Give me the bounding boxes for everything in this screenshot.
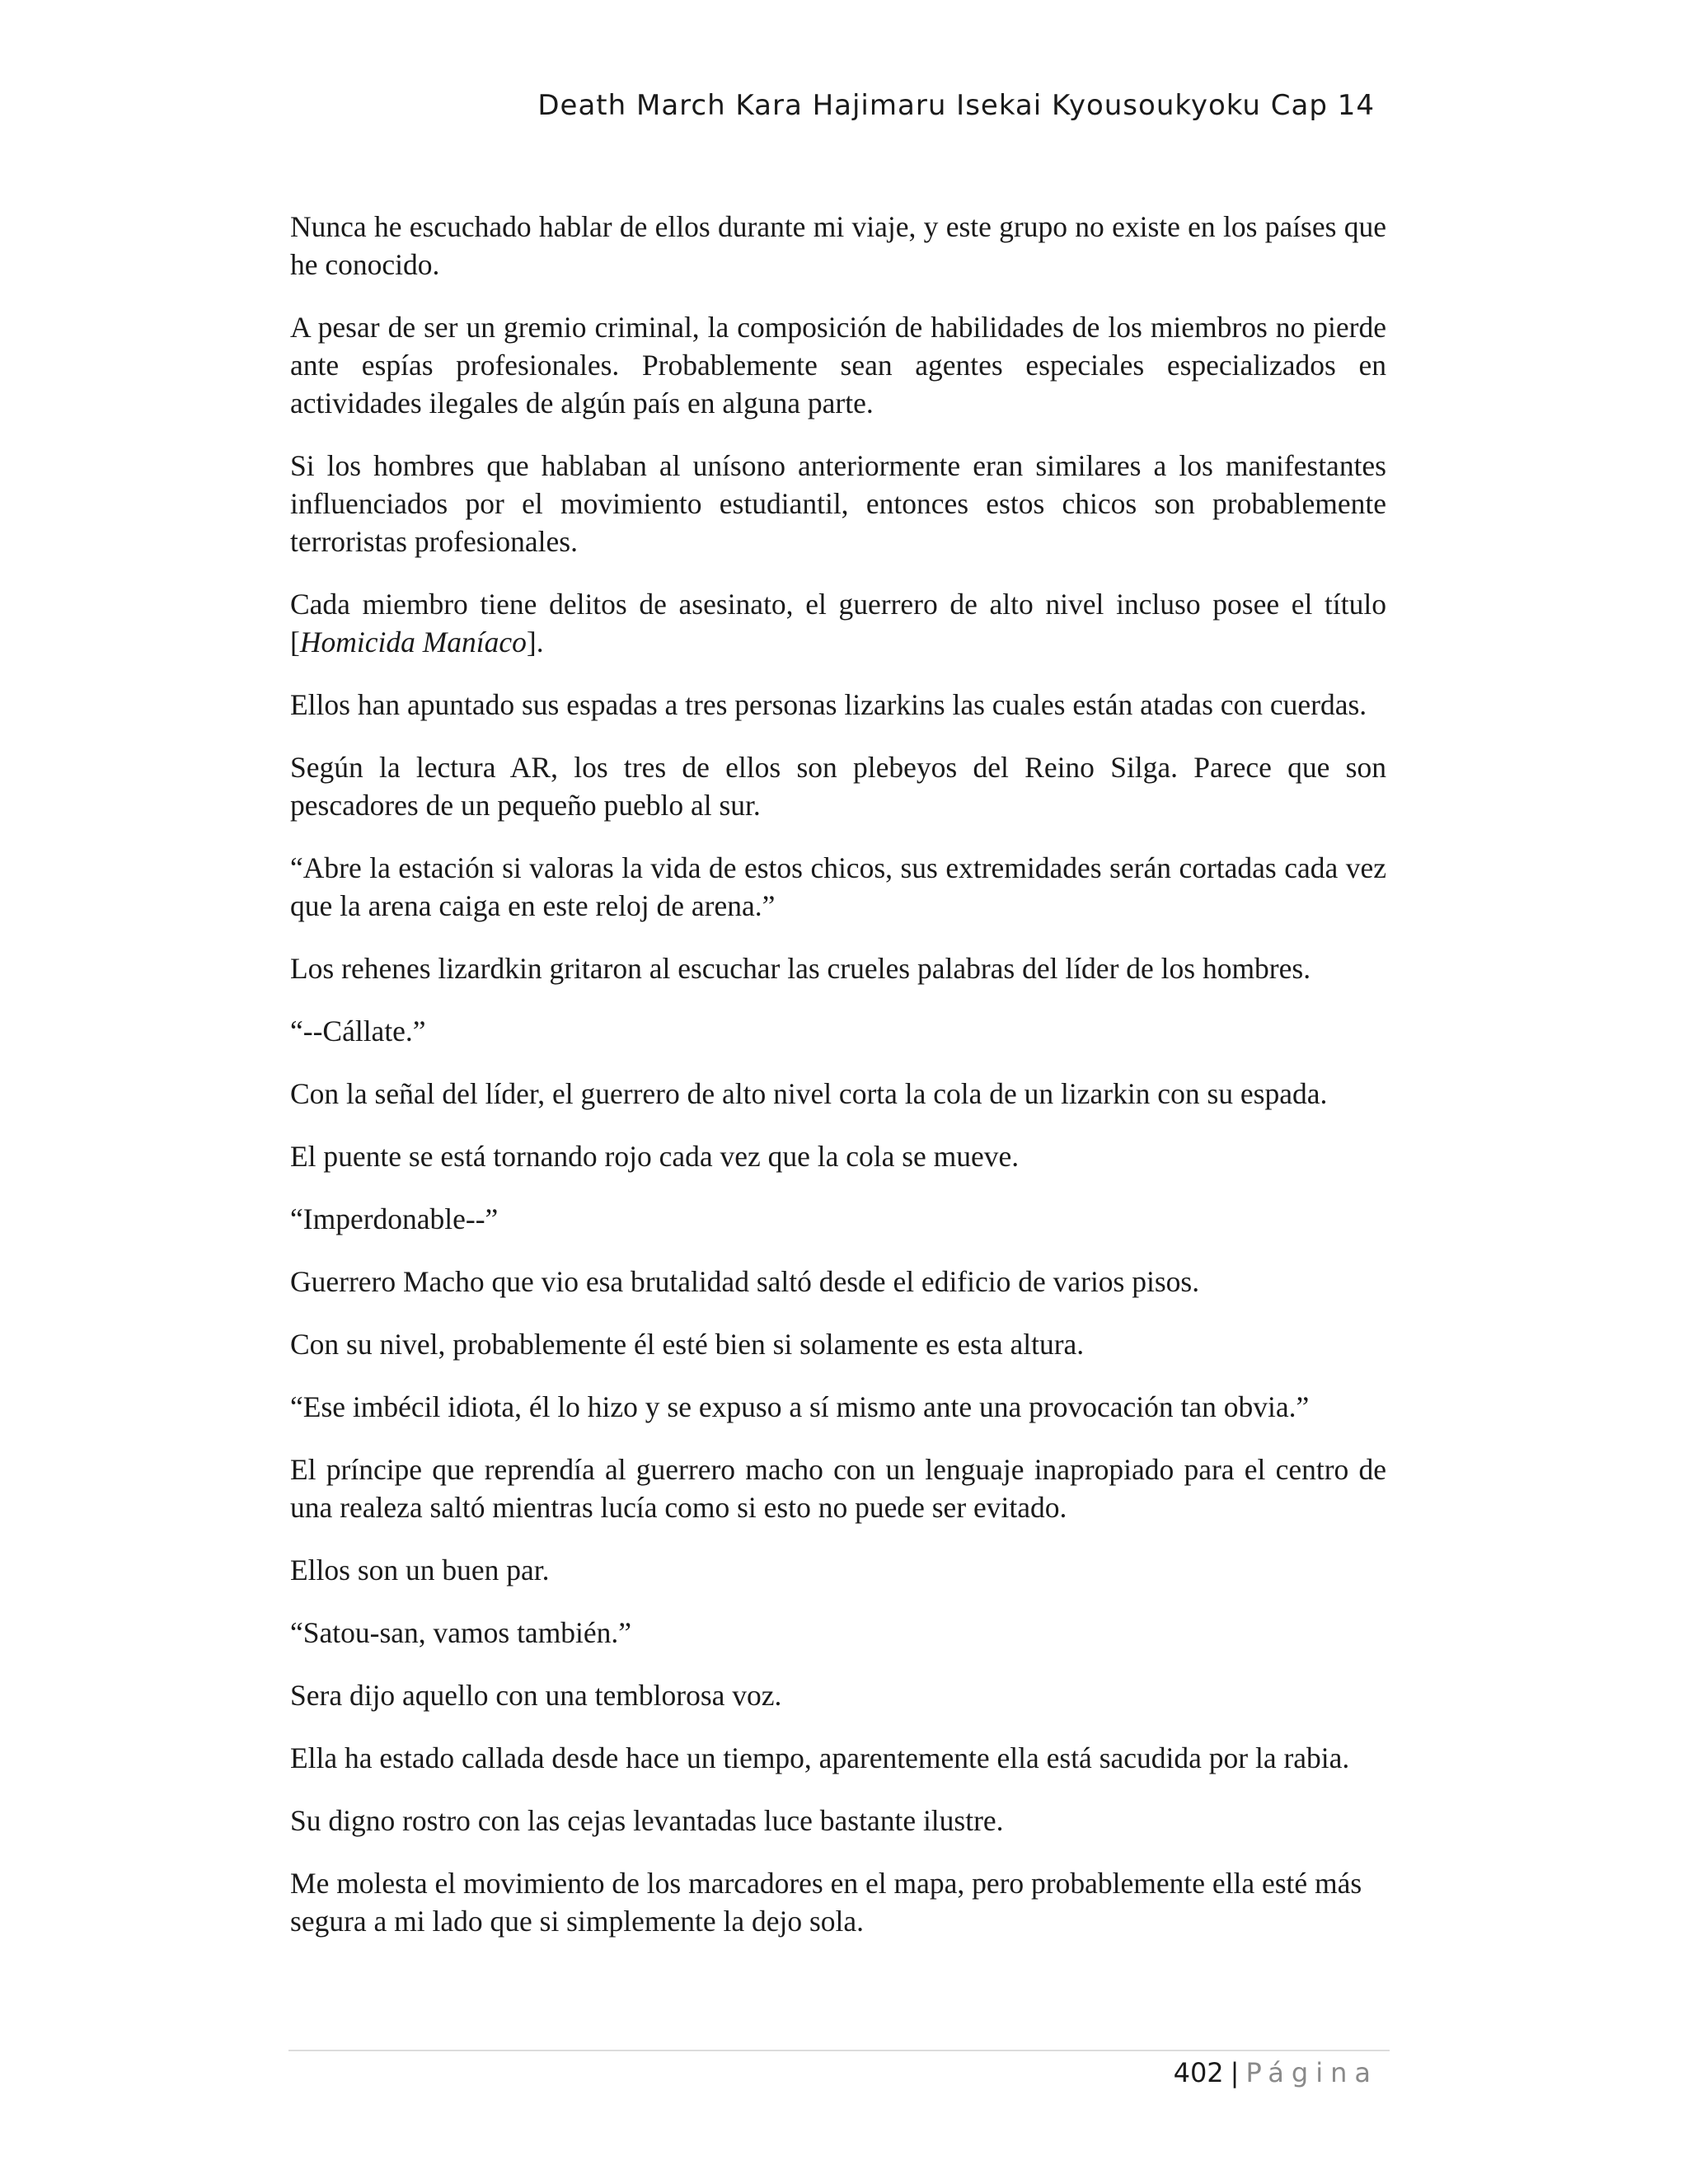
paragraph-text: ].	[526, 626, 544, 658]
paragraph: Sera dijo aquello con una temblorosa voz.	[290, 1679, 782, 1712]
footer-divider	[288, 2050, 1390, 2051]
paragraph: Los rehenes lizardkin gritaron al escuchar las crueles palabras del líder de los hombres.	[290, 952, 1311, 985]
paragraph: “Abre la estación si valoras la vida de estos chicos, sus extremidades serán cortadas cada vez que la arena caiga en este reloj de arena.”	[290, 851, 1386, 922]
skill-title: Homicida Maníaco	[299, 626, 527, 658]
page-label: Página	[1245, 2057, 1378, 2088]
paragraph: Según la lectura AR, los tres de ellos son plebeyos del Reino Silga. Parece que son pescadores de un pequeño pueblo al sur.	[290, 751, 1386, 822]
paragraph: “Ese imbécil idiota, él lo hizo y se expuso a sí mismo ante una provocación tan obvia.”	[290, 1390, 1310, 1423]
paragraph: Guerrero Macho que vio esa brutalidad saltó desde el edificio de varios pisos.	[290, 1265, 1200, 1298]
paragraph: El puente se está tornando rojo cada vez que la cola se mueve.	[290, 1140, 1020, 1173]
paragraph: Nunca he escuchado hablar de ellos durante mi viaje, y este grupo no existe en los países que he conocido.	[290, 210, 1386, 281]
paragraph: “--Cállate.”	[290, 1015, 426, 1047]
page-body	[290, 208, 1386, 1965]
running-header: Death March Kara Hajimaru Isekai Kyousoukyoku Cap 14	[537, 89, 1375, 122]
paragraph-text: Cada miembro tiene delitos de asesinato, el guerrero de alto nivel incluso posee el título [	[290, 588, 1386, 658]
paragraph: Con la señal del líder, el guerrero de alto nivel corta la cola de un lizarkin con su espada.	[290, 1077, 1328, 1110]
paragraph: “Satou-san, vamos también.”	[290, 1616, 632, 1649]
footer-separator: |	[1230, 2057, 1240, 2088]
paragraph: Me molesta el movimiento de los marcadores en el mapa, pero probablemente ella esté más segura a mi lado que si simplemente la dejo sola.	[290, 1867, 1362, 1938]
page-footer	[1174, 2057, 1378, 2088]
paragraph: Con su nivel, probablemente él esté bien si solamente es esta altura.	[290, 1328, 1085, 1361]
paragraph: Ellos son un buen par.	[290, 1554, 550, 1586]
paragraph: Si los hombres que hablaban al unísono anteriormente eran similares a los manifestantes influenciados por el movimiento estudiantil, entonces estos chicos son probablemente terroristas profesionales.	[290, 449, 1386, 558]
paragraph: Su digno rostro con las cejas levantadas luce bastante ilustre.	[290, 1804, 1004, 1837]
paragraph: El príncipe que reprendía al guerrero macho con un lenguaje inapropiado para el centro de una realeza saltó mientras lucía como si esto no puede ser evitado.	[290, 1453, 1386, 1524]
paragraph	[290, 585, 1386, 661]
paragraph: Ella ha estado callada desde hace un tiempo, aparentemente ella está sacudida por la rabia.	[290, 1741, 1350, 1774]
paragraph: “Imperdonable--”	[290, 1202, 499, 1235]
paragraph: A pesar de ser un gremio criminal, la composición de habilidades de los miembros no pierde ante espías profesionales. Probablemente sean agentes especiales especializados en actividades ilegales de algún país en alguna parte.	[290, 311, 1386, 419]
paragraph: Ellos han apuntado sus espadas a tres personas lizarkins las cuales están atadas con cuerdas.	[290, 688, 1367, 721]
page-number: 402	[1173, 2057, 1224, 2088]
